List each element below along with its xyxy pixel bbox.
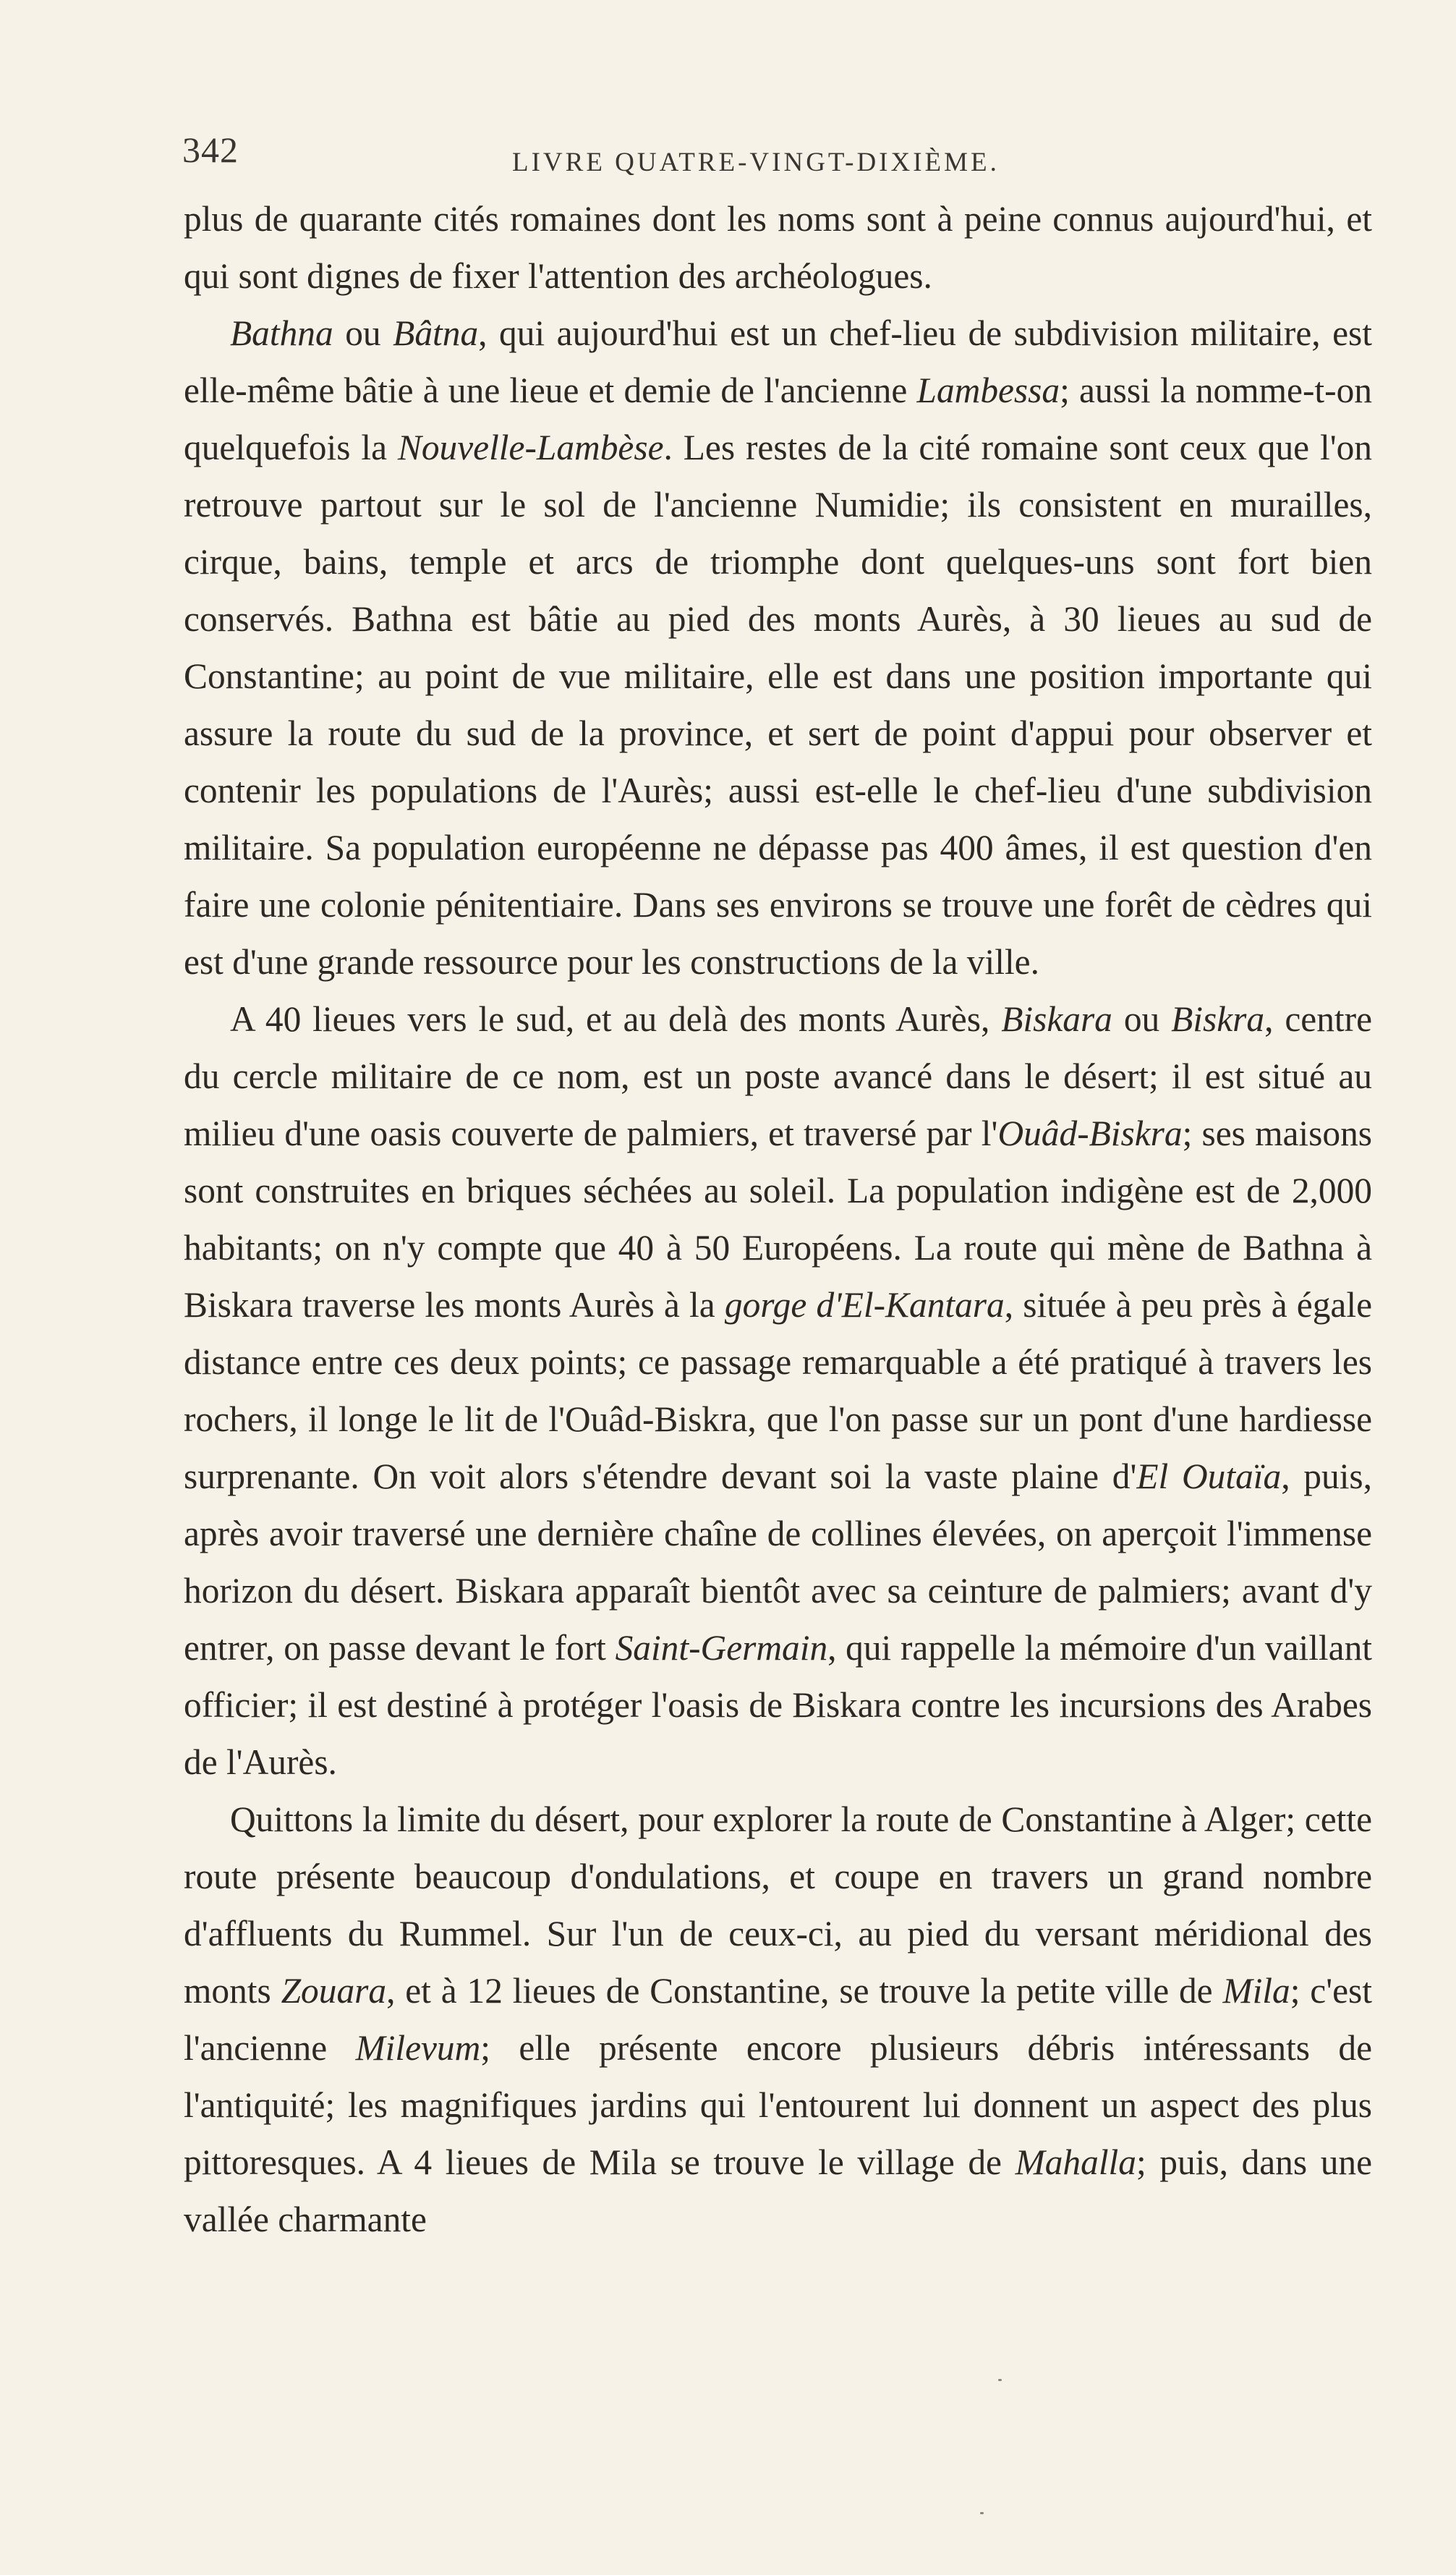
text-run: , et à 12 lieues de Constantine, se trouve la petite ville de: [386, 1971, 1223, 2011]
paragraph-2: [184, 305, 1372, 990]
italic-term: Mila: [1222, 1971, 1290, 2011]
text-run: , centre du cercle militaire de ce nom, est un poste avancé dans le désert; il est situé au milieu d'une oasis couverte de palmiers, et traversé par l': [184, 999, 1372, 1153]
text-run: ; ses maisons sont construites en briques séchées au soleil. La population indigène est de 2,000 habitants; on n'y compte que 40 à 50 Européens. La route qui mène de Bathna à Biskara traverse les monts Aurès à la: [184, 1113, 1372, 1325]
page-number: 342: [182, 130, 239, 170]
text-run: ; elle présente encore plusieurs débris intéressants de l'antiquité; les magnifiques jardins qui l'entourent lui donnent un aspect des plus pittoresques. A 4 lieues de Mila se trouve le village de: [184, 2028, 1372, 2182]
print-speck: [998, 2379, 1002, 2381]
text-run: , qui aujourd'hui est un chef-lieu de subdivision militaire, est elle-même bâtie à une lieue et demie de l'ancienne: [184, 313, 1372, 410]
italic-term: Biskara: [1001, 999, 1112, 1039]
text-run: ; c'est l'ancienne: [184, 1971, 1372, 2068]
paragraph-3: [184, 990, 1372, 1791]
text-run: , puis, après avoir traversé une dernière chaîne de collines élevées, on aperçoit l'immense horizon du désert. Biskara apparaît bientôt avec sa ceinture de palmiers; avant d'y entrer, on passe devant le fort: [184, 1456, 1372, 1668]
italic-term: Bâtna: [393, 313, 479, 353]
running-title: LIVRE QUATRE-VINGT-DIXIÈME.: [512, 148, 1000, 177]
italic-term: Nouvelle-Lambèse: [397, 428, 664, 467]
italic-term: Bathna: [230, 313, 333, 353]
italic-term: gorge d'El-Kantara: [724, 1285, 1005, 1325]
text-run: Quittons la limite du désert, pour explorer la route de Constantine à Alger; cette route présente beaucoup d'ondulations, et coupe en travers un grand nombre d'affluents du Rummel. Sur l'un de ceux-ci, au pied du versant méridional des monts: [184, 1799, 1372, 2011]
text-run: , qui rappelle la mémoire d'un vaillant officier; il est destiné à protéger l'oasis de Biskara contre les incursions des Arabes de l'Aurès.: [184, 1628, 1372, 1782]
italic-term: Ouâd-Biskra: [997, 1113, 1183, 1153]
text-run: A 40 lieues vers le sud, et au delà des monts Aurès,: [230, 999, 1002, 1039]
text-run: . Les restes de la cité romaine sont ceux que l'on retrouve partout sur le sol de l'ancienne Numidie; ils consistent en murailles, cirque, bains, temple et arcs de triomphe dont quelques-uns sont fort bien conservés. Bathna est bâtie au pied des monts Aurès, à 30 lieues au sud de Constantine; au point de vue militaire, elle est dans une position importante qui assure la route du sud de la province, et sert de point d'appui pour observer et contenir les populations de l'Aurès; aussi est-elle le chef-lieu d'une subdivision militaire. Sa population européenne ne dépasse pas 400 âmes, il est question d'en faire une colonie pénitentiaire. Dans ses environs se trouve une forêt de cèdres qui est d'une grande ressource pour les constructions de la ville.: [184, 428, 1372, 982]
body-text: [184, 190, 1372, 2248]
text-run: ou: [1112, 999, 1172, 1039]
paragraph-1: plus de quarante cités romaines dont les noms sont à peine connus aujourd'hui, et qui sont dignes de fixer l'attention des archéologues.: [184, 199, 1372, 296]
italic-term: Mahalla: [1015, 2142, 1136, 2182]
text-run: ou: [333, 313, 393, 353]
italic-term: El Outaïa: [1136, 1456, 1282, 1496]
italic-term: Lambessa: [916, 370, 1060, 410]
text-run: , située à peu près à égale distance entre ces deux points; ce passage remarquable a été pratiqué à travers les rochers, il longe le lit de l'Ouâd-Biskra, que l'on passe sur un pont d'une hardiesse surprenante. On voit alors s'étendre devant soi la vaste plaine d': [184, 1285, 1372, 1496]
italic-term: Saint-Germain: [615, 1628, 828, 1668]
text-run: ; aussi la nomme-t-on quelquefois la: [184, 370, 1372, 467]
italic-term: Biskra: [1171, 999, 1265, 1039]
text-run: ; puis, dans une vallée charmante: [184, 2142, 1373, 2239]
print-speck: [980, 2512, 984, 2514]
italic-term: Zouara: [281, 1971, 387, 2011]
italic-term: Milevum: [355, 2028, 481, 2068]
paragraph-4: [184, 1791, 1372, 2248]
